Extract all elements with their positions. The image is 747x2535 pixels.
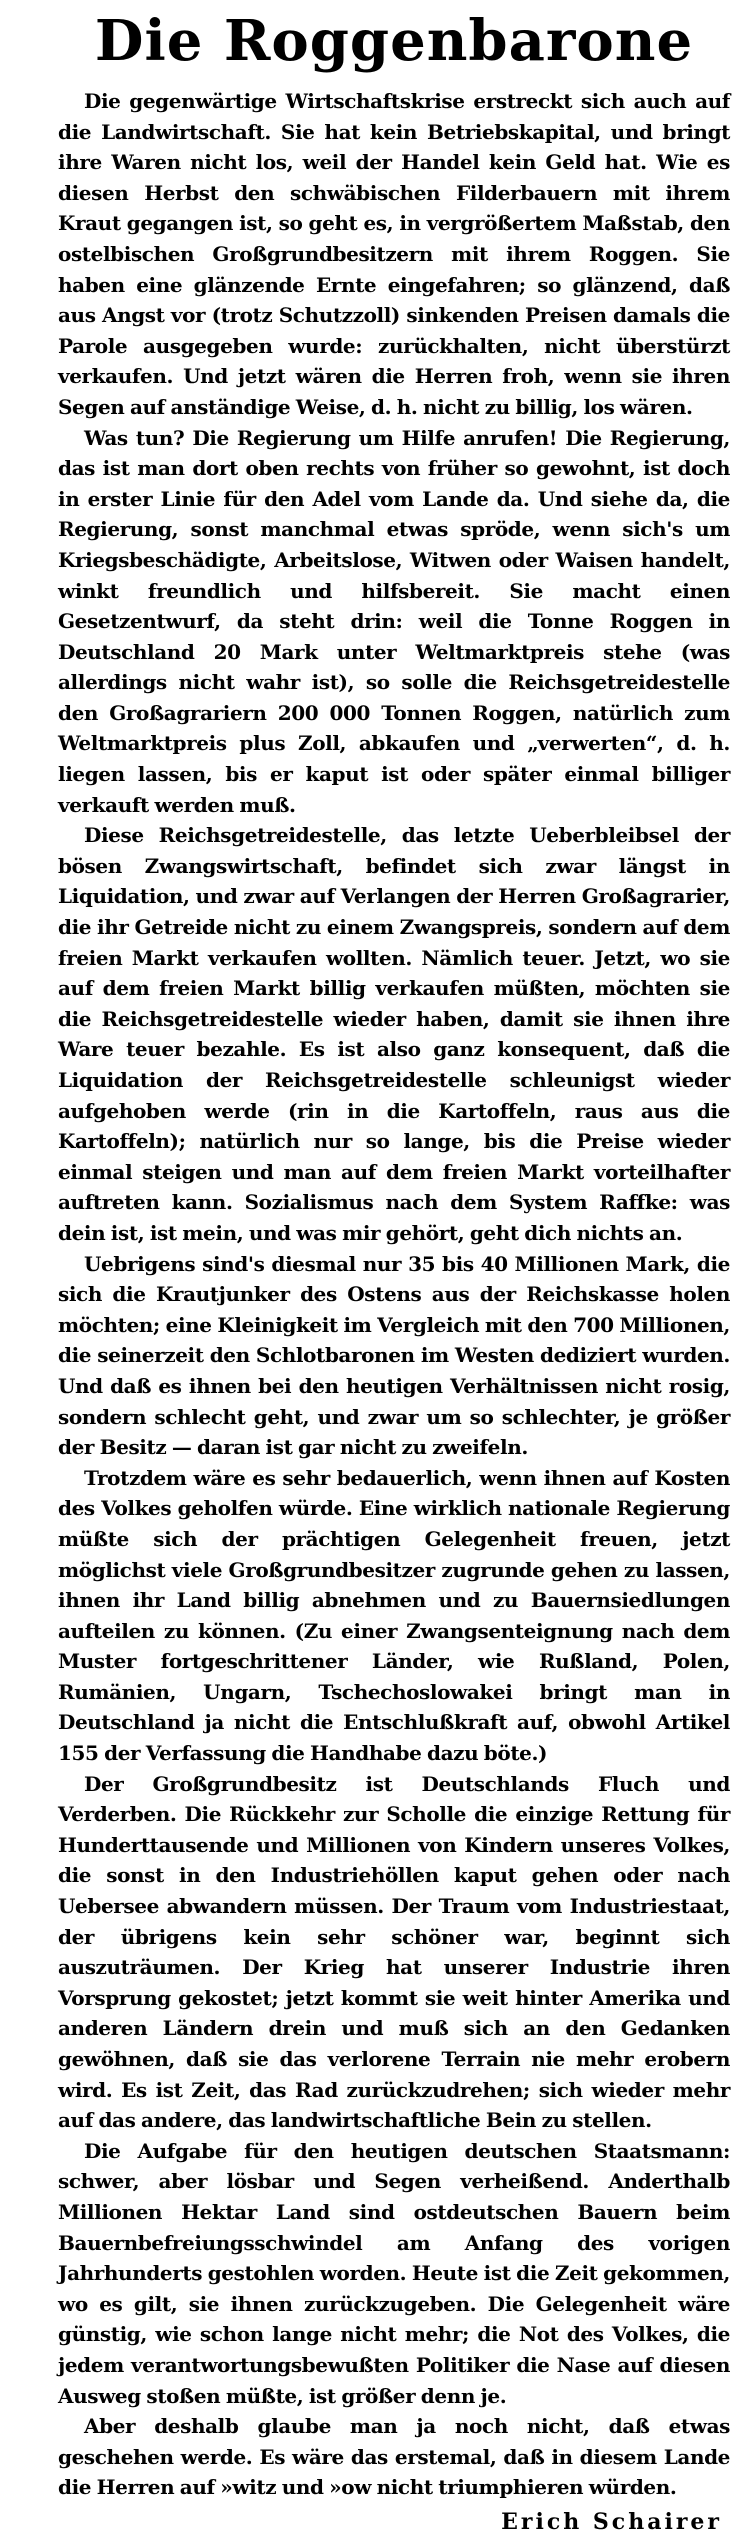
article-paragraph: Diese Reichsgetreidestelle, das letzte Ueberbleibsel der bösen Zwangswirtschaft, befindet sich zwar längst in Liquidation, und zwar auf Verlangen der Herren Großagrarier, die ihr Getreide nicht zu einem Zwangspreis, sondern auf dem freien Markt verkaufen wollten. Nämlich teuer. Jetzt, wo sie auf dem freien Markt billig verkaufen müßten, möchten sie die Reichsgetreidestelle wieder haben, damit sie ihnen ihre Ware teuer bezahle. Es ist also ganz konsequent, daß die Liquidation der Reichsgetreidestelle schleunigst wieder aufgehoben werde (rin in die Kartoffeln, raus aus die Kartoffeln); natürlich nur so lange, bis die Preise wieder einmal steigen und man auf dem freien Markt vorteilhafter auftreten kann. Sozialismus nach dem System Raffke: was dein ist, ist mein, und was mir gehört, geht dich nichts an. (58, 823, 730, 1245)
article-byline: Erich Schairer (501, 2508, 722, 2535)
article-paragraph: Uebrigens sind's diesmal nur 35 bis 40 Millionen Mark, die sich die Krautjunker des Ostens aus der Reichskasse holen möchten; eine Kleinigkeit im Vergleich mit den 700 Millionen, die seinerzeit den Schlotbaronen im Westen dediziert wurden. Und daß es ihnen bei den heutigen Verhältnissen nicht rosig, sondern schlecht geht, und zwar um so schlechter, je größer der Besitz — daran ist gar nicht zu zweifeln. (58, 1251, 730, 1460)
article-paragraph: Die gegenwärtige Wirtschaftskrise erstreckt sich auch auf die Landwirtschaft. Sie hat kein Betriebskapital, und bringt ihre Waren nicht los, weil der Handel kein Geld hat. Wie es diesen Herbst den schwäbischen Filderbauern mit ihrem Kraut gegangen ist, so geht es, in vergrößertem Maßstab, den ostelbischen Großgrundbesitzern mit ihrem Roggen. Sie haben eine glänzende Ernte eingefahren; so glänzend, daß aus Angst vor (trotz Schutzzoll) sinkenden Preisen damals die Parole ausgegeben wurde: zurückhalten, nicht überstürzt verkaufen. Und jetzt wären die Herren froh, wenn sie ihren Segen auf anständige Weise, d. h. nicht zu billig, los wären. (58, 89, 730, 419)
article-paragraph: Was tun? Die Regierung um Hilfe anrufen! Die Regierung, das ist man dort oben rechts von früher so gewohnt, ist doch in erster Linie für den Adel vom Lande da. Und siehe da, die Regierung, sonst manchmal etwas spröde, wenn sich's um Kriegsbeschädigte, Arbeitslose, Witwen oder Waisen handelt, winkt freundlich und hilfsbereit. Sie macht einen Gesetzentwurf, da steht drin: weil die Tonne Roggen in Deutschland 20 Mark unter Weltmarktpreis stehe (was allerdings nicht wahr ist), so solle die Reichsgetreidestelle den Großagrariern 200 000 Tonnen Roggen, natürlich zum Weltmarktpreis plus Zoll, abkaufen und „verwerten“, d. h. liegen lassen, bis er kaput ist oder später einmal billiger verkauft werden muß. (58, 425, 730, 817)
article-paragraph: Die Aufgabe für den heutigen deutschen Staatsmann: schwer, aber lösbar und Segen verheißend. Anderthalb Millionen Hektar Land sind ostdeutschen Bauern beim Bauernbefreiungsschwindel am Anfang des vorigen Jahrhunderts gestohlen worden. Heute ist die Zeit gekommen, wo es gilt, sie ihnen zurückzugeben. Die Gelegenheit wäre günstig, wie schon lange nicht mehr; die Not des Volkes, die jedem verantwortungsbewußten Politiker die Nase auf diesen Ausweg stoßen müßte, ist größer denn je. (58, 2138, 730, 2408)
article-paragraph: Aber deshalb glaube man ja noch nicht, daß etwas geschehen werde. Es wäre das erstemal, daß in diesem Lande die Herren auf »witz und »ow nicht triumphieren würden. (58, 2414, 730, 2500)
article (58, 10, 730, 2535)
article-paragraph: Der Großgrundbesitz ist Deutschlands Fluch und Verderben. Die Rückkehr zur Scholle die einzige Rettung für Hunderttausende und Millionen von Kindern unseres Volkes, die sonst in den Industriehöllen kaput gehen oder nach Uebersee abwandern müssen. Der Traum vom Industriestaat, der übrigens kein sehr schöner war, beginnt sich auszuträumen. Der Krieg hat unserer Industrie ihren Vorsprung gekostet; jetzt kommt sie weit hinter Amerika und anderen Ländern drein und muß sich an den Gedanken gewöhnen, daß sie das verlorene Terrain nie mehr erobern wird. Es ist Zeit, das Rad zurückzudrehen; sich wieder mehr auf das andere, das landwirtschaftliche Bein zu stellen. (58, 1771, 730, 2133)
article-paragraph: Trotzdem wäre es sehr bedauerlich, wenn ihnen auf Kosten des Volkes geholfen würde. Eine wirklich nationale Regierung müßte sich der prächtigen Gelegenheit freuen, jetzt möglichst viele Großgrundbesitzer zugrunde gehen zu lassen, ihnen ihr Land billig abnehmen und zu Bauernsiedlungen aufteilen zu können. (Zu einer Zwangsenteignung nach dem Muster fortgeschrittener Länder, wie Rußland, Polen, Rumänien, Ungarn, Tschechoslowakei bringt man in Deutschland ja nicht die Entschlußkraft auf, obwohl Artikel 155 der Verfassung die Handhabe dazu böte.) (58, 1465, 730, 1766)
article-headline: Die Roggenbarone (94, 8, 694, 74)
